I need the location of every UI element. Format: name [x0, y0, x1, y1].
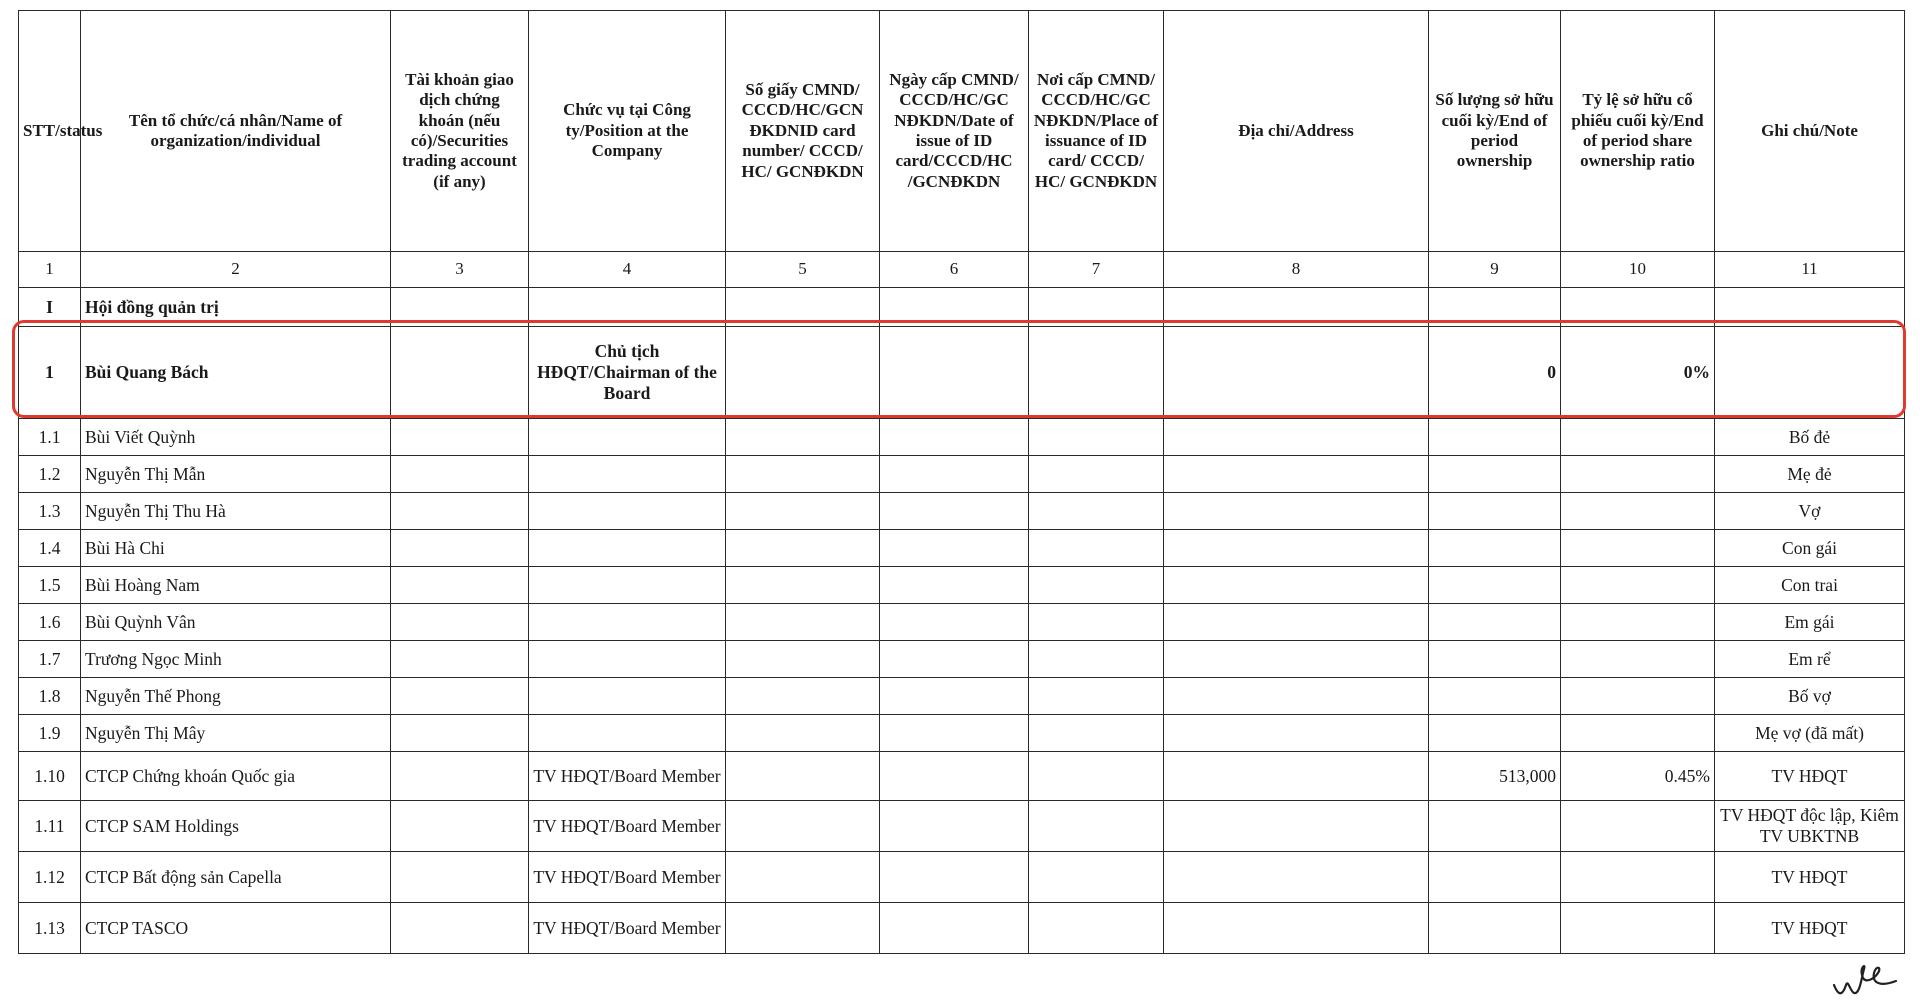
row-position — [529, 641, 726, 678]
col-number: 10 — [1561, 252, 1715, 288]
row-position — [529, 678, 726, 715]
ownership-table — [18, 10, 1905, 954]
row-ownership — [1429, 715, 1561, 752]
table-row — [19, 641, 1905, 678]
row-note: Con gái — [1715, 530, 1905, 567]
row-stt: 1.13 — [19, 903, 81, 954]
row-position: TV HĐQT/Board Member — [529, 752, 726, 801]
ownership-table-sheet — [18, 10, 1904, 954]
row-name: Trương Ngọc Minh — [81, 641, 391, 678]
row-ratio — [1561, 852, 1715, 903]
row-ownership — [1429, 678, 1561, 715]
table-row — [19, 678, 1905, 715]
row-position: TV HĐQT/Board Member — [529, 801, 726, 852]
row-name: Nguyễn Thị Mẫn — [81, 456, 391, 493]
row-position: Chủ tịch HĐQT/Chairman of the Board — [529, 327, 726, 419]
col-number: 6 — [880, 252, 1029, 288]
row-stt: 1.3 — [19, 493, 81, 530]
row-ownership — [1429, 419, 1561, 456]
row-ratio — [1561, 530, 1715, 567]
row-note: TV HĐQT — [1715, 903, 1905, 954]
row-ratio — [1561, 801, 1715, 852]
main-person-row — [19, 327, 1905, 419]
table-row — [19, 456, 1905, 493]
row-position: TV HĐQT/Board Member — [529, 903, 726, 954]
table-row — [19, 493, 1905, 530]
row-ratio — [1561, 456, 1715, 493]
row-stt: 1.9 — [19, 715, 81, 752]
row-ratio: 0.45% — [1561, 752, 1715, 801]
row-stt: 1.7 — [19, 641, 81, 678]
header-ratio: Tỷ lệ sở hữu cổ phiếu cuối kỳ/End of period share ownership ratio — [1561, 11, 1715, 252]
row-note: Bố vợ — [1715, 678, 1905, 715]
header-row — [19, 11, 1905, 252]
row-name: Bùi Quỳnh Vân — [81, 604, 391, 641]
row-note: Em rể — [1715, 641, 1905, 678]
signature-initials — [1830, 955, 1900, 1000]
table-row — [19, 419, 1905, 456]
row-ownership: 0 — [1429, 327, 1561, 419]
table-row — [19, 801, 1905, 852]
col-number: 4 — [529, 252, 726, 288]
col-number: 9 — [1429, 252, 1561, 288]
header-address: Địa chỉ/Address — [1164, 11, 1429, 252]
row-position — [529, 530, 726, 567]
section-row — [19, 288, 1905, 327]
row-ratio — [1561, 604, 1715, 641]
table-row — [19, 715, 1905, 752]
row-note: TV HĐQT — [1715, 752, 1905, 801]
row-ratio — [1561, 493, 1715, 530]
row-stt: 1 — [19, 327, 81, 419]
row-ownership — [1429, 801, 1561, 852]
col-number: 2 — [81, 252, 391, 288]
row-stt: 1.8 — [19, 678, 81, 715]
col-number: 7 — [1029, 252, 1164, 288]
row-ratio — [1561, 567, 1715, 604]
table-row — [19, 852, 1905, 903]
row-ownership — [1429, 493, 1561, 530]
section-stt: I — [19, 288, 81, 327]
row-ratio — [1561, 903, 1715, 954]
row-note: TV HĐQT độc lập, Kiêm TV UBKTNB — [1715, 801, 1905, 852]
header-position: Chức vụ tại Công ty/Position at the Company — [529, 11, 726, 252]
row-position: TV HĐQT/Board Member — [529, 852, 726, 903]
column-number-row — [19, 252, 1905, 288]
row-stt: 1.2 — [19, 456, 81, 493]
header-id-number: Số giấy CMND/ CCCD/HC/GCN ĐKDNID card number/ CCCD/ HC/ GCNĐKDN — [726, 11, 880, 252]
col-number: 1 — [19, 252, 81, 288]
row-ratio — [1561, 715, 1715, 752]
row-name: Bùi Hoàng Nam — [81, 567, 391, 604]
row-position — [529, 715, 726, 752]
row-stt: 1.10 — [19, 752, 81, 801]
row-ratio — [1561, 419, 1715, 456]
row-name: Nguyễn Thị Thu Hà — [81, 493, 391, 530]
row-stt: 1.5 — [19, 567, 81, 604]
row-ownership — [1429, 456, 1561, 493]
header-account: Tài khoản giao dịch chứng khoán (nếu có)/Securities trading account (if any) — [391, 11, 529, 252]
row-stt: 1.4 — [19, 530, 81, 567]
row-name: Nguyễn Thị Mây — [81, 715, 391, 752]
row-note: Mẹ đẻ — [1715, 456, 1905, 493]
row-ratio: 0% — [1561, 327, 1715, 419]
row-note: TV HĐQT — [1715, 852, 1905, 903]
header-name: Tên tổ chức/cá nhân/Name of organization/individual — [81, 11, 391, 252]
header-stt: STT/status — [19, 11, 81, 252]
section-title: Hội đồng quản trị — [81, 288, 391, 327]
header-issue-date: Ngày cấp CMND/ CCCD/HC/GC NĐKDN/Date of issue of ID card/CCCD/HC /GCNĐKDN — [880, 11, 1029, 252]
row-stt: 1.12 — [19, 852, 81, 903]
col-number: 5 — [726, 252, 880, 288]
row-name: CTCP Chứng khoán Quốc gia — [81, 752, 391, 801]
row-name: CTCP TASCO — [81, 903, 391, 954]
row-ratio — [1561, 678, 1715, 715]
row-position — [529, 567, 726, 604]
header-note: Ghi chú/Note — [1715, 11, 1905, 252]
header-issue-place: Nơi cấp CMND/ CCCD/HC/GC NĐKDN/Place of issuance of ID card/ CCCD/ HC/ GCNĐKDN — [1029, 11, 1164, 252]
row-ratio — [1561, 641, 1715, 678]
row-ownership: 513,000 — [1429, 752, 1561, 801]
row-note: Vợ — [1715, 493, 1905, 530]
row-name: CTCP SAM Holdings — [81, 801, 391, 852]
row-ownership — [1429, 641, 1561, 678]
table-row — [19, 530, 1905, 567]
row-note: Bố đẻ — [1715, 419, 1905, 456]
row-stt: 1.1 — [19, 419, 81, 456]
row-ownership — [1429, 567, 1561, 604]
table-row — [19, 604, 1905, 641]
row-note: Mẹ vợ (đã mất) — [1715, 715, 1905, 752]
table-row — [19, 903, 1905, 954]
row-stt: 1.11 — [19, 801, 81, 852]
row-note: Em gái — [1715, 604, 1905, 641]
row-ownership — [1429, 530, 1561, 567]
col-number: 11 — [1715, 252, 1905, 288]
row-position — [529, 493, 726, 530]
header-ownership: Số lượng sở hữu cuối kỳ/End of period ownership — [1429, 11, 1561, 252]
row-ownership — [1429, 903, 1561, 954]
row-name: Bùi Viết Quỳnh — [81, 419, 391, 456]
row-ownership — [1429, 604, 1561, 641]
row-ownership — [1429, 852, 1561, 903]
row-name: Nguyễn Thế Phong — [81, 678, 391, 715]
table-row — [19, 752, 1905, 801]
row-position — [529, 604, 726, 641]
table-row — [19, 567, 1905, 604]
row-stt: 1.6 — [19, 604, 81, 641]
row-name: Bùi Quang Bách — [81, 327, 391, 419]
row-position — [529, 456, 726, 493]
row-name: Bùi Hà Chi — [81, 530, 391, 567]
row-name: CTCP Bất động sản Capella — [81, 852, 391, 903]
col-number: 8 — [1164, 252, 1429, 288]
row-position — [529, 419, 726, 456]
row-note: Con trai — [1715, 567, 1905, 604]
col-number: 3 — [391, 252, 529, 288]
